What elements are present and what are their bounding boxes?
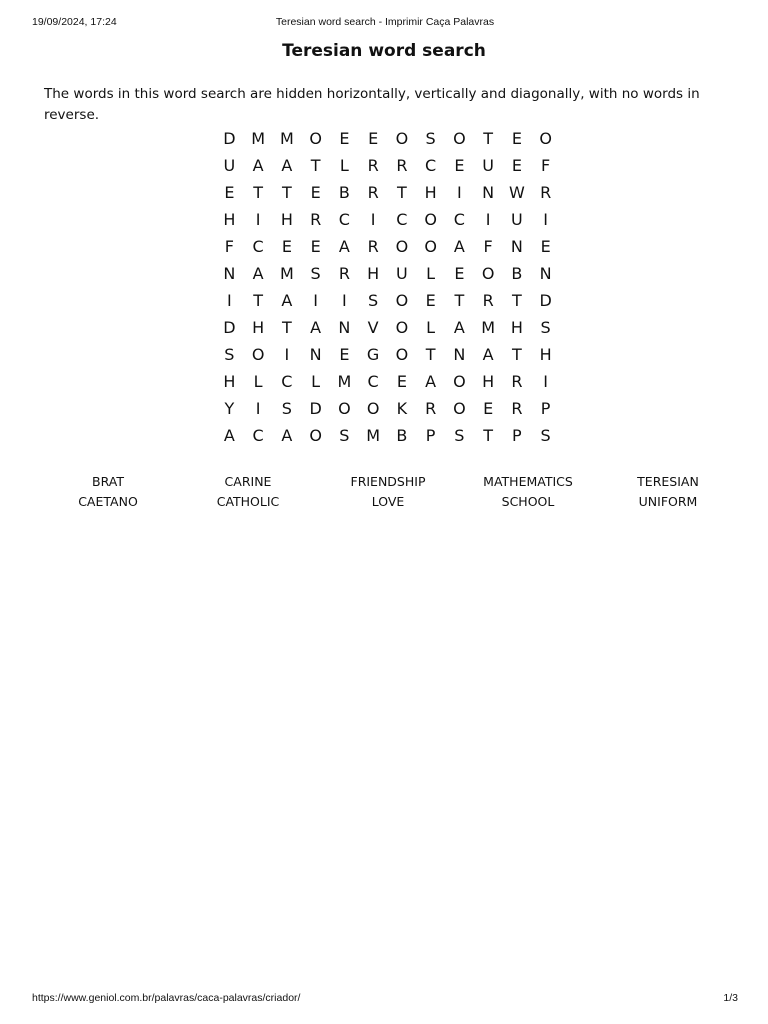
grid-cell: E (281, 237, 292, 256)
grid-cell: N (309, 345, 322, 364)
grid-cell: P (512, 426, 522, 445)
grid-cell: I (227, 291, 232, 310)
grid-cell: R (425, 399, 437, 418)
grid-cell: O (309, 129, 322, 148)
grid-cell: P (425, 426, 436, 445)
grid-cell: S (281, 399, 292, 418)
word-list-item: FRIENDSHIP (350, 474, 426, 489)
grid-cell: A (252, 156, 264, 175)
grid-cell: T (425, 345, 436, 364)
grid-cell: O (424, 237, 437, 256)
grid-cell: B (511, 264, 523, 283)
grid-cell: R (540, 183, 552, 202)
grid-cell: H (280, 210, 293, 229)
grid-cell: T (253, 183, 264, 202)
grid-cell: H (367, 264, 380, 283)
grid-cell: A (281, 426, 293, 445)
grid-cell: A (252, 264, 264, 283)
grid-cell: O (395, 291, 409, 310)
grid-cell: L (339, 156, 349, 175)
grid-cell: T (454, 291, 465, 310)
grid-cell: T (281, 183, 292, 202)
grid-cell: S (540, 318, 551, 337)
grid-cell: E (454, 156, 465, 175)
grid-cell: N (453, 345, 466, 364)
grid-cell: Y (224, 399, 235, 418)
grid-cell: M (279, 129, 294, 148)
grid-cell: L (311, 372, 321, 391)
grid-cell: T (483, 129, 494, 148)
word-list-item: CATHOLIC (216, 493, 280, 509)
grid-cell: A (338, 237, 350, 256)
grid-cell: O (309, 426, 322, 445)
grid-cell: E (396, 372, 407, 391)
grid-cell: S (310, 264, 321, 283)
grid-cell: I (543, 372, 548, 391)
grid-cell: O (395, 345, 409, 364)
grid-cell: T (396, 183, 407, 202)
grid-cell: M (251, 129, 266, 148)
grid-cell: S (454, 426, 465, 445)
grid-cell: M (337, 372, 352, 391)
grid-cell: I (255, 210, 261, 229)
grid-cell: D (539, 291, 552, 310)
grid-cell: D (223, 318, 236, 337)
grid-cell: O (453, 372, 466, 391)
print-document-title: Teresian word search - Imprimir Caça Palavras (275, 16, 495, 28)
grid-cell: E (425, 291, 436, 310)
grid-cell: C (252, 237, 264, 256)
grid-cell: N (482, 183, 495, 202)
grid-cell: U (511, 210, 523, 229)
print-header (32, 16, 738, 30)
grid-cell: O (251, 345, 265, 364)
grid-cell: I (457, 183, 462, 202)
grid-cell: N (223, 264, 236, 283)
grid-cell: O (395, 318, 409, 337)
grid-cell: E (310, 183, 321, 202)
grid-cell: T (253, 291, 264, 310)
grid-cell: H (482, 372, 495, 391)
grid-cell: U (223, 156, 236, 175)
grid-cell: U (396, 264, 408, 283)
grid-cell: E (310, 237, 321, 256)
grid-cell: O (424, 210, 437, 229)
grid-cell: C (453, 210, 465, 229)
grid-cell: B (338, 183, 350, 202)
grid-cell: E (339, 129, 350, 148)
word-list (38, 474, 738, 513)
grid-cell: T (511, 345, 522, 364)
word-list-item: CAETANO (78, 493, 138, 509)
grid-cell: I (255, 399, 261, 418)
grid-cell: S (339, 426, 350, 445)
grid-cell: D (309, 399, 322, 418)
grid-cell: S (425, 129, 436, 148)
grid-cell: I (485, 210, 491, 229)
word-list-item: MATHEMATICS (483, 474, 573, 489)
grid-cell: T (511, 291, 522, 310)
grid-cell: S (368, 291, 379, 310)
grid-cell: N (539, 264, 552, 283)
grid-cell: O (366, 399, 380, 418)
grid-cell: V (367, 318, 379, 337)
grid-cell: A (281, 156, 293, 175)
grid-cell: I (370, 210, 376, 229)
grid-cell: M (481, 318, 496, 337)
grid-cell: W (508, 183, 525, 202)
grid-cell: F (541, 156, 551, 175)
grid-cell: T (483, 426, 494, 445)
grid-cell: C (252, 426, 264, 445)
instructions-text: The words in this word search are hidden horizontally, vertically and diagonally, with no words in reverse. (44, 86, 700, 123)
grid-cell: H (424, 183, 437, 202)
grid-cell: R (338, 264, 350, 283)
grid-cell: E (368, 129, 379, 148)
grid-cell: R (310, 210, 322, 229)
word-list-item: CARINE (224, 474, 272, 489)
print-url: https://www.geniol.com.br/palavras/caca-palavras/criador/ (32, 992, 301, 1004)
grid-cell: I (313, 291, 318, 310)
grid-cell: A (425, 372, 437, 391)
grid-cell: I (342, 291, 347, 310)
grid-cell: A (281, 291, 293, 310)
grid-cell: E (339, 345, 350, 364)
grid-cell: H (223, 210, 236, 229)
grid-cell: L (426, 264, 436, 283)
grid-cell: R (367, 237, 379, 256)
page-title: Teresian word search (282, 41, 486, 61)
word-search-grid (215, 128, 560, 452)
grid-cell: E (511, 156, 522, 175)
grid-cell: O (481, 264, 495, 283)
grid-cell: O (338, 399, 351, 418)
grid-cell: A (310, 318, 322, 337)
word-list-item: BRAT (92, 474, 124, 489)
grid-cell: I (543, 210, 548, 229)
grid-cell: N (510, 237, 523, 256)
grid-cell: C (367, 372, 379, 391)
grid-cell: L (253, 372, 263, 391)
word-list-item: UNIFORM (638, 493, 698, 509)
grid-cell: M (279, 264, 294, 283)
grid-cell: L (426, 318, 436, 337)
grid-cell: D (223, 129, 236, 148)
word-list-item: TERESIAN (637, 474, 699, 489)
grid-cell: F (483, 237, 493, 256)
grid-cell: A (223, 426, 235, 445)
grid-cell: C (281, 372, 293, 391)
grid-cell: E (511, 129, 522, 148)
grid-cell: R (367, 183, 379, 202)
grid-cell: H (510, 318, 523, 337)
grid-cell: T (281, 318, 292, 337)
grid-cell: G (366, 345, 380, 364)
grid-cell: E (454, 264, 465, 283)
grid-cell: R (367, 156, 379, 175)
grid-cell: A (453, 237, 465, 256)
grid-cell: B (396, 426, 408, 445)
grid-cell: C (338, 210, 350, 229)
grid-cell: O (539, 129, 552, 148)
grid-cell: H (539, 345, 552, 364)
grid-cell: R (511, 372, 523, 391)
grid-cell: R (396, 156, 408, 175)
grid-cell: O (453, 399, 466, 418)
grid-cell: I (284, 345, 290, 364)
grid-cell: F (224, 237, 234, 256)
grid-cell: R (511, 399, 523, 418)
word-list-item: LOVE (371, 493, 405, 509)
grid-cell: C (425, 156, 437, 175)
grid-cell: A (453, 318, 465, 337)
grid-cell: U (482, 156, 494, 175)
page-number: 1/3 (723, 992, 738, 1004)
grid-cell: S (540, 426, 551, 445)
grid-cell: T (310, 156, 321, 175)
grid-cell: H (223, 372, 236, 391)
grid-cell: E (540, 237, 551, 256)
grid-cell: H (252, 318, 265, 337)
grid-cell: N (338, 318, 351, 337)
grid-cell: M (366, 426, 381, 445)
print-footer (32, 992, 738, 1006)
grid-cell: K (396, 399, 408, 418)
grid-cell: R (482, 291, 494, 310)
grid-cell: E (224, 183, 235, 202)
grid-cell: A (482, 345, 494, 364)
grid-cell: P (540, 399, 551, 418)
grid-cell: S (224, 345, 235, 364)
grid-cell: O (453, 129, 466, 148)
word-list-item: SCHOOL (501, 493, 555, 509)
grid-cell: E (483, 399, 494, 418)
grid-cell: C (396, 210, 408, 229)
grid-cell: O (395, 129, 409, 148)
grid-cell: O (395, 237, 409, 256)
print-datetime: 19/09/2024, 17:24 (32, 16, 117, 28)
